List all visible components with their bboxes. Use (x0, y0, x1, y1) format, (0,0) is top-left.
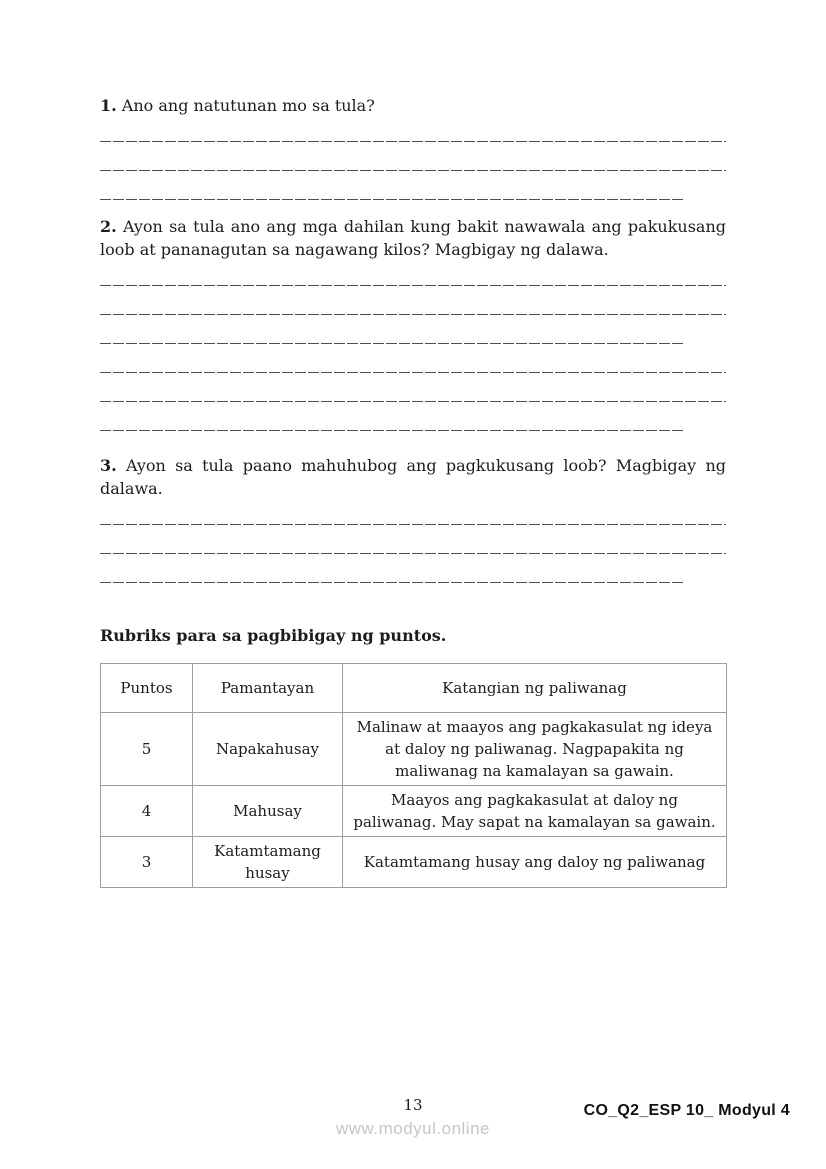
table-row (101, 713, 727, 786)
question-3 (100, 454, 726, 500)
answer-line (100, 430, 683, 431)
page-number: 13 (403, 1096, 423, 1114)
answer-line (100, 343, 683, 344)
cell-pamantayan: Mahusay (193, 786, 343, 837)
question-1-text: Ano ang natutunan mo sa tula? (121, 96, 375, 115)
table-row (101, 837, 727, 888)
rubric-table (100, 663, 727, 888)
question-1-number: 1. (100, 96, 117, 115)
table-row (101, 786, 727, 837)
question-1 (100, 94, 726, 117)
cell-puntos: 5 (101, 713, 193, 786)
rubric-header-katangian: Katangian ng paliwanag (343, 664, 727, 713)
answer-line (100, 524, 726, 525)
answer-line (100, 372, 726, 373)
answer-line (100, 553, 726, 554)
watermark-url: www.modyul.online (335, 1119, 490, 1138)
answer-line (100, 199, 683, 200)
module-code: CO_Q2_ESP 10_ Modyul 4 (583, 1102, 790, 1119)
cell-puntos: 3 (101, 837, 193, 888)
answer-line (100, 170, 726, 171)
question-2-text: Ayon sa tula ano ang mga dahilan kung bakit nawawala ang pakukusang loob at pananagutan sa nagawang kilos? Magbigay ng dalawa. (100, 217, 726, 259)
rubric-header-puntos: Puntos (101, 664, 193, 713)
cell-katangian: Maayos ang pagkakasulat at daloy ng paliwanag. May sapat na kamalayan sa gawain. (343, 786, 727, 837)
answer-line (100, 314, 726, 315)
answer-line (100, 401, 726, 402)
cell-puntos: 4 (101, 786, 193, 837)
rubric-header-row (101, 664, 727, 713)
rubric-heading: Rubriks para sa pagbibigay ng puntos. (100, 626, 447, 645)
cell-pamantayan: Katamtamang husay (193, 837, 343, 888)
rubric-header-pamantayan: Pamantayan (193, 664, 343, 713)
question-3-text: Ayon sa tula paano mahuhubog ang pagkukusang loob? Magbigay ng dalawa. (100, 456, 726, 498)
question-2 (100, 215, 726, 261)
answer-line (100, 141, 726, 142)
cell-katangian: Malinaw at maayos ang pagkakasulat ng ideya at daloy ng paliwanag. Nagpapakita ng maliwanag na kamalayan sa gawain. (343, 713, 727, 786)
answer-line (100, 582, 683, 583)
cell-katangian: Katamtamang husay ang daloy ng paliwanag (343, 837, 727, 888)
answer-line (100, 285, 726, 286)
page-content (100, 94, 726, 888)
cell-pamantayan: Napakahusay (193, 713, 343, 786)
question-2-number: 2. (100, 217, 117, 236)
question-3-number: 3. (100, 456, 117, 475)
